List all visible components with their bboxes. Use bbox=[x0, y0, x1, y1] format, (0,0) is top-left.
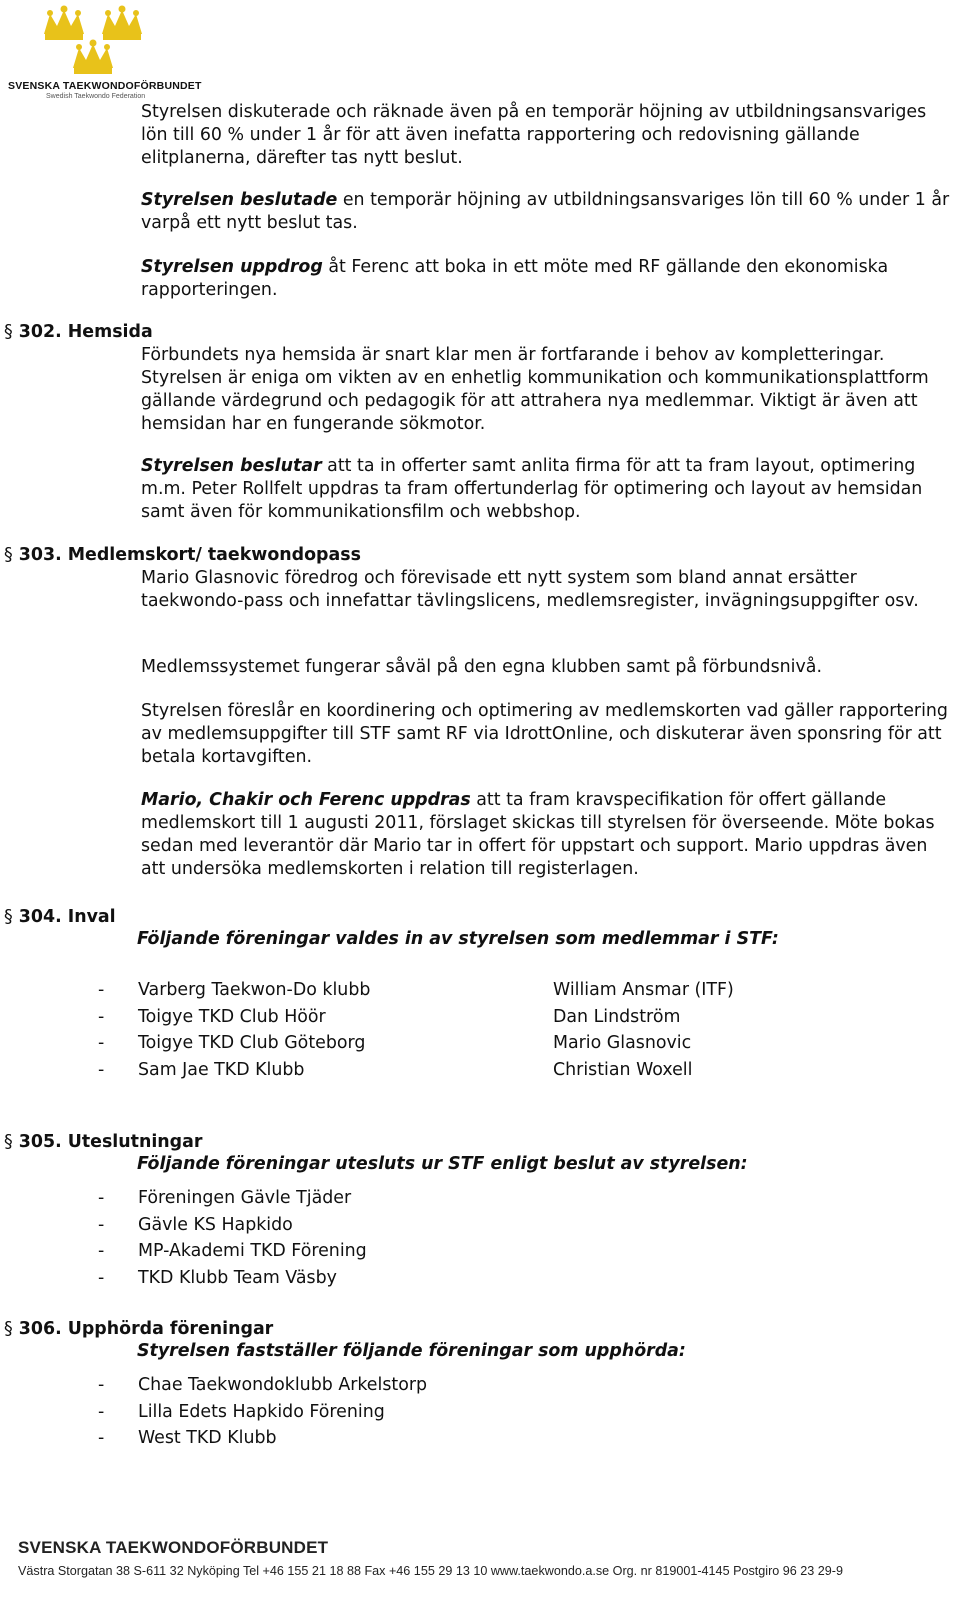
club-name: Chae Taekwondoklubb Arkelstorp bbox=[138, 1375, 428, 1395]
list-dash: - bbox=[98, 1059, 105, 1080]
three-crowns-icon bbox=[40, 4, 160, 80]
dissolved-clubs-list bbox=[98, 1372, 698, 1452]
list-dash: - bbox=[98, 1214, 105, 1235]
list-item bbox=[98, 1004, 898, 1031]
logo-org-name: SVENSKA TAEKWONDOFÖRBUNDET bbox=[8, 80, 202, 92]
paragraph-symbol: § bbox=[4, 322, 13, 342]
contact-person: William Ansmar (ITF) bbox=[553, 980, 734, 1000]
section-306-subheading: Styrelsen fastställer följande föreningar som upphörda: bbox=[137, 1341, 686, 1361]
logo-org-subtitle: Swedish Taekwondo Federation bbox=[46, 93, 146, 100]
assignment-emphasis: Styrelsen uppdrog bbox=[141, 257, 323, 277]
expelled-clubs-list bbox=[98, 1185, 698, 1291]
section-306-heading bbox=[4, 1318, 273, 1341]
list-item bbox=[98, 1372, 698, 1399]
paragraph-symbol: § bbox=[4, 545, 13, 565]
page-footer bbox=[0, 1530, 960, 1590]
section-306-title: 306. Upphörda föreningar bbox=[18, 1319, 274, 1339]
contact-person: Christian Woxell bbox=[553, 1059, 693, 1080]
club-name: Toigye TKD Club Göteborg bbox=[138, 1033, 366, 1053]
list-item bbox=[98, 1425, 698, 1452]
list-dash: - bbox=[98, 1428, 105, 1448]
list-item bbox=[98, 1265, 698, 1292]
section-302-heading bbox=[4, 321, 153, 344]
paragraph-symbol: § bbox=[4, 1132, 13, 1152]
paragraph-symbol: § bbox=[4, 907, 13, 927]
section-303-heading bbox=[4, 544, 361, 567]
intro-paragraph-3 bbox=[141, 256, 951, 302]
list-item bbox=[98, 1399, 698, 1426]
list-dash: - bbox=[98, 1006, 105, 1027]
club-name: Föreningen Gävle Tjäder bbox=[138, 1188, 352, 1208]
assignment-emphasis: Mario, Chakir och Ferenc uppdras bbox=[141, 790, 471, 810]
list-dash: - bbox=[98, 1267, 105, 1288]
club-name: MP-Akademi TKD Förening bbox=[138, 1241, 367, 1261]
list-dash: - bbox=[98, 980, 105, 1000]
section-304-title: 304. Inval bbox=[18, 907, 116, 927]
intro-paragraph-2 bbox=[141, 189, 951, 235]
list-item bbox=[98, 977, 898, 1004]
club-name: West TKD Klubb bbox=[138, 1428, 277, 1448]
section-303-paragraph-3: Styrelsen föreslår en koordinering och optimering av medlemskorten vad gäller rapportering av medlemsuppgifter till STF samt RF via IdrottOnline, och diskuterar även sponsring för att betala kortavgiften. bbox=[141, 701, 948, 767]
list-item bbox=[98, 1057, 898, 1084]
list-item bbox=[98, 1185, 698, 1212]
footer-org-name: SVENSKA TAEKWONDOFÖRBUNDET bbox=[18, 1538, 329, 1557]
section-302-paragraph-2 bbox=[141, 455, 951, 524]
admitted-clubs-list bbox=[98, 977, 898, 1083]
section-305-title: 305. Uteslutningar bbox=[18, 1132, 203, 1152]
decision-emphasis: Styrelsen beslutade bbox=[141, 190, 338, 210]
club-name: Gävle KS Hapkido bbox=[138, 1214, 293, 1235]
club-name: TKD Klubb Team Väsby bbox=[138, 1267, 337, 1288]
assignment-text: åt Ferenc att boka in ett möte med RF gällande den ekonomiska rapporteringen. bbox=[141, 257, 889, 300]
contact-person: Mario Glasnovic bbox=[553, 1033, 692, 1053]
section-305-heading bbox=[4, 1131, 202, 1154]
footer-contact-line: Västra Storgatan 38 S-611 32 Nyköping Tel +46 155 21 18 88 Fax +46 155 29 13 10 www.taekwondo.a.se Org. nr 819001-4145 Postgiro 96 23 29-9 bbox=[18, 1564, 843, 1578]
intro-paragraph-1: Styrelsen diskuterade och räknade även på en temporär höjning av utbildningsansvariges lön till 60 % under 1 år för att även inefatta rapportering och redovisning gällande elitplanerna, därefter tas nytt beslut. bbox=[141, 102, 927, 168]
club-name: Lilla Edets Hapkido Förening bbox=[138, 1401, 385, 1422]
list-dash: - bbox=[98, 1375, 105, 1395]
decision-text: en temporär höjning av utbildningsansvariges lön till 60 % under 1 år varpå ett nytt beslut tas. bbox=[141, 190, 950, 233]
assignment-text: att ta fram kravspecifikation för offert gällande medlemskort till 1 augusti 2011, förslaget skickas till styrelsen för överseende. Möte bokas sedan med leverantör där Mario tar in offert för uppstart och support. Mario uppdras även att undersöka medlemskorten i relation till registerlagen. bbox=[141, 790, 935, 879]
section-302-paragraph-1: Förbundets nya hemsida är snart klar men är fortfarande i behov av kompletteringar. Styrelsen är eniga om vikten av en enhetlig kommunikation och kommunikationsplattform gällande värdegrund och pedagogik för att attrahera nya medlemmar. Viktigt är även att hemsidan har en fungerande sökmotor. bbox=[141, 345, 929, 434]
paragraph-symbol: § bbox=[4, 1319, 13, 1339]
section-303-title: 303. Medlemskort/ taekwondopass bbox=[18, 545, 361, 565]
list-dash: - bbox=[98, 1241, 105, 1261]
club-name: Toigye TKD Club Höör bbox=[138, 1006, 326, 1027]
contact-person: Dan Lindström bbox=[553, 1006, 681, 1027]
section-303-paragraph-2: Medlemssystemet fungerar såväl på den egna klubben samt på förbundsnivå. bbox=[141, 657, 822, 677]
list-item bbox=[98, 1212, 698, 1239]
section-304-heading bbox=[4, 906, 116, 929]
section-303-paragraph-4 bbox=[141, 789, 951, 881]
list-dash: - bbox=[98, 1188, 105, 1208]
list-item bbox=[98, 1238, 698, 1265]
club-name: Sam Jae TKD Klubb bbox=[138, 1059, 305, 1080]
list-dash: - bbox=[98, 1033, 105, 1053]
section-305-subheading: Följande föreningar utesluts ur STF enligt beslut av styrelsen: bbox=[137, 1154, 748, 1174]
decision-text: att ta in offerter samt anlita firma för att ta fram layout, optimering m.m. Peter Rollfelt uppdras ta fram offertunderlag för optimering och layout av hemsidan samt även för kommunikationsfilm och webbshop. bbox=[141, 456, 923, 522]
decision-emphasis: Styrelsen beslutar bbox=[141, 456, 322, 476]
section-304-subheading: Följande föreningar valdes in av styrelsen som medlemmar i STF: bbox=[137, 929, 779, 949]
section-302-title: 302. Hemsida bbox=[18, 322, 153, 342]
list-dash: - bbox=[98, 1401, 105, 1422]
list-item bbox=[98, 1030, 898, 1057]
club-name: Varberg Taekwon-Do klubb bbox=[138, 980, 371, 1000]
federation-logo bbox=[6, 4, 202, 100]
section-303-paragraph-1: Mario Glasnovic föredrog och förevisade ett nytt system som bland annat ersätter taekwondo-pass och innefattar tävlingslicens, medlemsregister, invägningsuppgifter osv. bbox=[141, 568, 919, 611]
